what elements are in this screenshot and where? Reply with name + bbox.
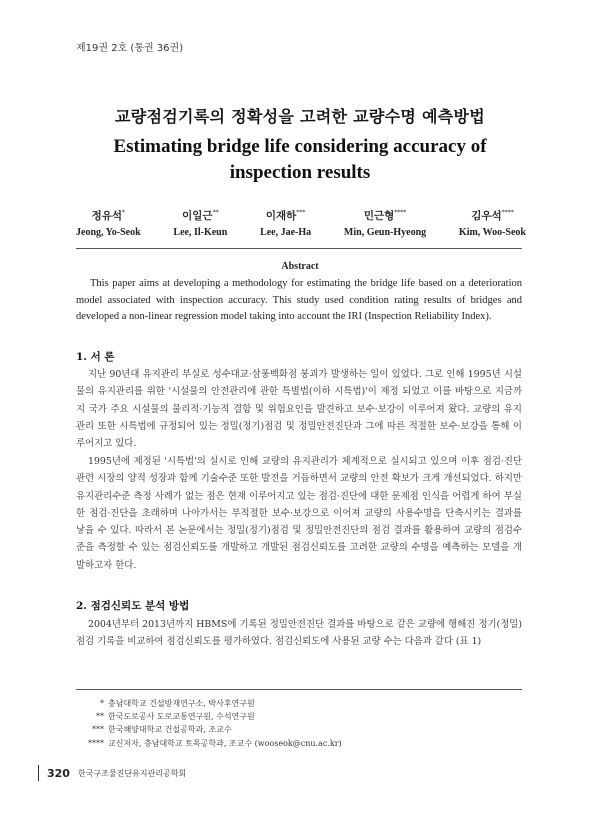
footnote-mark: ** [96,712,104,722]
footnote-divider [76,689,522,690]
footnote-mark: **** [88,738,104,748]
section-1-paragraph-2: 1995년에 제정된 '시특법'의 실시로 인해 교량의 유지관리가 체계적으로 실시되고 있으며 이후 점검·진단 관련 시장의 양적 성장과 함께 기술수준 또한 발전을 거듭하면서 교량의 안전 확보가 크게 개선되었다. 하지만 유지관리수준 측정 사례가 없는 점은 현재 이루어지고 있는 점검·진단에 대한 문제점 인식을 어렵게 하여 부실한 점검·진단을 초래하며 나아가서는 부적절한 보수·보강으로 이어져 교량의 사용수명을 단축시키는 결과를 낳을 수 있다. 따라서 본 논문에서는 정밀(정기)점검 및 정밀안전진단의 점검 결과를 활용하여 교량의 점검수준을 측정할 수 있는 점검신뢰도를 개발하고 개발된 점검신뢰도를 고려한 교량의 수명을 예측하는 모델을 개발하고자 한다. [76,456,522,571]
footnote [88,697,522,710]
author-list [76,208,526,238]
section-2-heading: 2. 점검신뢰도 분석 방법 [76,600,190,612]
footnote-mark: * [100,699,104,708]
author-name-en: Kim, Woo-Seok [458,227,526,238]
footnote [88,723,522,736]
author-3 [260,208,311,238]
page-footer [38,765,186,781]
section-2-paragraph-1: 2004년부터 2013년까지 HBMS에 기록된 정밀안전진단 결과를 바탕으로 같은 교량에 행해진 정기(정밀)점검 기록을 비교하여 점검신뢰도를 평가하였다. 점검신뢰도에 사용된 교량 수는 다음과 같다 (표 1) [76,619,522,648]
author-2 [173,208,227,238]
author-1 [76,208,141,238]
footnote [88,710,522,723]
footnote-text: 교신저자, 충남대학교 토목공학과, 조교수 (wooseok@cnu.ac.kr) [108,738,342,748]
footnote-mark: *** [92,725,104,735]
section-1-heading: 1. 서 론 [76,351,115,363]
page-number: 320 [47,766,70,780]
author-4 [344,208,426,238]
footnote [88,737,522,750]
journal-name: 한국구조물진단유지관리공학회 [77,768,187,778]
korean-title: 교량점검기록의 정확성을 고려한 교량수명 예측방법 [114,107,486,126]
author-name-ko: 민근형 [363,210,395,222]
author-name-ko: 이일근 [182,210,213,222]
author-name-ko: 이재하 [265,210,297,222]
author-affiliation-mark: *** [296,209,306,217]
footnote-text: 한국도로공사 도로교통연구원, 수석연구원 [108,712,255,722]
author-affiliation-mark: **** [394,209,407,217]
abstract-body: This paper aims at developing a methodology for estimating the bridge life based on a deterioration model associated with inspection accuracy. This study used condition rating results of bridges and developed a non-linear regression model taking into account the IRI (Inspection Reliability Index). [76,278,522,322]
author-name-en: Lee, Jae-Ha [260,227,312,238]
footnote-text: 한국해양대학교 건설공학과, 조교수 [108,725,232,735]
author-affiliation-mark: **** [501,209,514,217]
section-1-paragraph-1: 지난 90년대 유지관리 부실로 성수대교·삼풍백화점 붕괴가 발생하는 일이 있었다. 그로 인해 1995년 시설물의 유지관리를 위한 '시설물의 안전관리에 관한 특별법(이하 시특법)'이 제정 되었고 이를 바탕으로 지금까지 국가 주요 시설물의 물리적·기능적 결함 및 위험요인을 발견하고 보수·보강이 이루어져 왔다. 교량의 유지관리 또한 시특법에 규정되어 있는 정밀(정기)점검 및 정밀안전진단과 그에 따른 적절한 보수·보강을 통해 이루어지고 있다. [76,369,522,450]
author-name-ko: 정유석 [91,210,123,222]
author-name-en: Lee, Il-Keun [173,227,228,238]
author-affiliation-mark: * [122,209,126,217]
abstract-divider [76,248,522,249]
author-name-ko: 김우석 [471,210,502,222]
issue-label: 제19권 2호 (통권 36권) [76,43,184,54]
author-5 [459,208,526,238]
english-title: Estimating bridge life considering accuracy of inspection results [113,136,487,183]
author-affiliation-mark: ** [212,209,219,217]
footer-divider [38,765,39,781]
author-name-en: Jeong, Yo-Seok [76,227,141,238]
abstract-heading: Abstract [281,261,319,272]
footnote-list [88,697,522,750]
author-name-en: Min, Geun-Hyeong [343,227,427,238]
footnote-text: 충남대학교 건설방재연구소, 박사후연구원 [108,699,255,708]
